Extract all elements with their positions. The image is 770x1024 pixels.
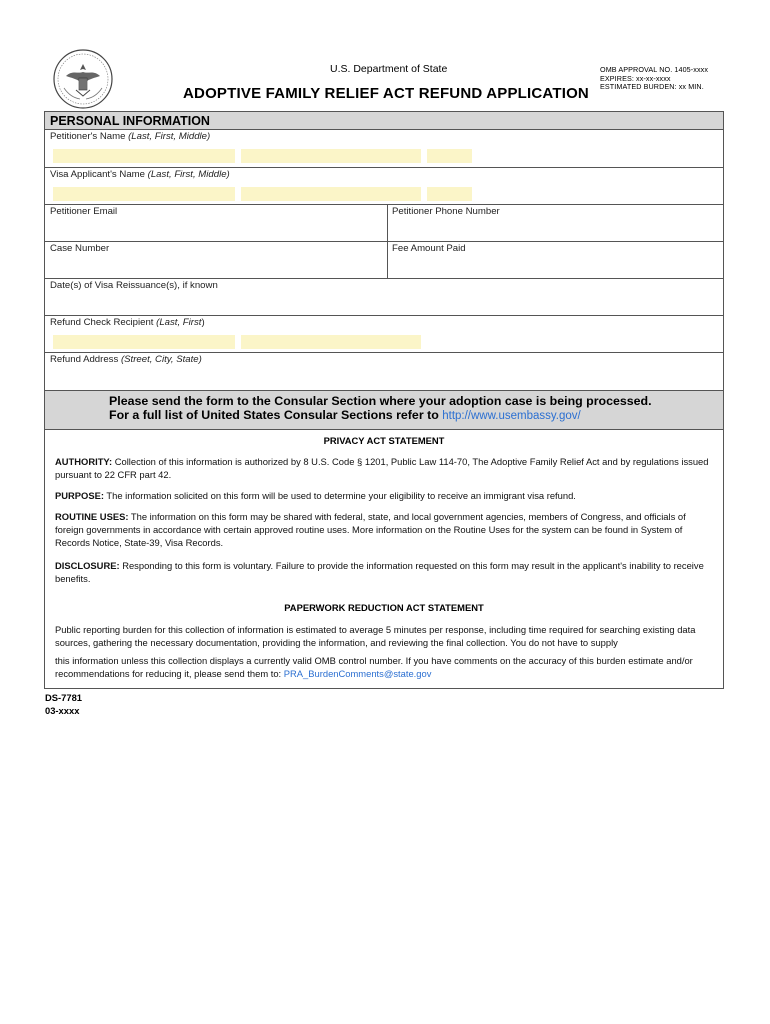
- petitioner-name-row: [45, 130, 723, 168]
- column-divider: [387, 205, 388, 241]
- case-fee-row: [45, 242, 723, 279]
- refund-address-row: [45, 353, 723, 391]
- paperwork-paragraph-1: Public reporting burden for this collection of information is estimated to average 5 minutes per response, including time required for searching existing data sources, gathering the necessary documentation, providing the information, and reviewing the final collection. You do not have to supply: [55, 624, 696, 648]
- petitioner-phone-input[interactable]: [391, 219, 719, 239]
- case-number-input[interactable]: [47, 256, 385, 276]
- paperwork-paragraph-2: this information unless this collection displays a currently valid OMB control number. If you have comments on the accuracy of this burden estimate and/or recommendations for reducing it, please send them to: PRA_BurdenComments@state.gov: [55, 655, 693, 679]
- disclosure-paragraph: DISCLOSURE: Responding to this form is voluntary. Failure to provide the information requested on this form may result in the applicant's inability to receive benefits.: [55, 560, 704, 584]
- paperwork-reduction-heading: PAPERWORK REDUCTION ACT STATEMENT: [284, 602, 484, 613]
- omb-info: [600, 66, 708, 92]
- reissuance-dates-label: Date(s) of Visa Reissuance(s), if known: [50, 280, 218, 291]
- petitioner-last-name-input[interactable]: [53, 149, 235, 163]
- submission-notice: [45, 391, 723, 430]
- application-form: [44, 111, 724, 689]
- omb-burden: ESTIMATED BURDEN: xx MIN.: [600, 82, 704, 92]
- applicant-last-name-input[interactable]: [53, 187, 235, 201]
- fee-amount-input[interactable]: [391, 256, 719, 276]
- case-number-label: Case Number: [50, 243, 110, 254]
- notice-line-1: Please send the form to the Consular Section where your adoption case is being processed.: [109, 394, 652, 408]
- refund-address-input[interactable]: [47, 367, 719, 387]
- refund-address-label: Refund Address (Street, City, State): [50, 354, 202, 365]
- petitioner-middle-name-input[interactable]: [427, 149, 472, 163]
- department-name: U.S. Department of State: [330, 63, 448, 75]
- applicant-first-name-input[interactable]: [241, 187, 421, 201]
- petitioner-email-input[interactable]: [47, 219, 385, 239]
- column-divider: [387, 242, 388, 278]
- petitioner-first-name-input[interactable]: [241, 149, 421, 163]
- purpose-paragraph: PURPOSE: The information solicited on this form will be used to determine your eligibility to receive an immigrant visa refund.: [55, 490, 576, 501]
- applicant-name-label: Visa Applicant's Name (Last, First, Middle): [50, 169, 230, 180]
- privacy-act-heading: PRIVACY ACT STATEMENT: [323, 435, 445, 446]
- petitioner-email-label: Petitioner Email: [50, 206, 118, 217]
- applicant-middle-name-input[interactable]: [427, 187, 472, 201]
- omb-approval-number: OMB APPROVAL NO. 1405-xxxx: [600, 65, 709, 74]
- form-title: ADOPTIVE FAMILY RELIEF ACT REFUND APPLICATION: [183, 85, 589, 102]
- petitioner-name-label: Petitioner's Name (Last, First, Middle): [50, 131, 211, 142]
- reissuance-dates-input[interactable]: [47, 293, 719, 313]
- omb-expires: EXPIRES: xx-xx-xxxx: [600, 73, 671, 83]
- notice-line-2: For a full list of United States Consular Sections refer to http://www.usembassy.gov/: [109, 408, 581, 422]
- reissuance-row: [45, 279, 723, 316]
- department-of-state-seal: [52, 48, 114, 110]
- refund-recipient-last-input[interactable]: [53, 335, 235, 349]
- refund-recipient-first-input[interactable]: [241, 335, 421, 349]
- fee-amount-label: Fee Amount Paid: [392, 243, 466, 254]
- form-version: 03-xxxx: [45, 705, 80, 716]
- usembassy-link[interactable]: http://www.usembassy.gov/: [442, 410, 581, 422]
- applicant-name-row: [45, 168, 723, 205]
- personal-information-heading: PERSONAL INFORMATION: [45, 112, 723, 130]
- form-identifier: [45, 691, 82, 717]
- routine-uses-paragraph: ROUTINE USES: The information on this form may be shared with federal, state, and local government agencies, members of Congress, and officials of foreign governments in accordance with certain approved routine uses. More information on the Routine Uses for the system can be found in System of Records Notice, State-39, Visa Records.: [55, 511, 686, 548]
- form-number: DS-7781: [45, 692, 83, 703]
- pra-email-link[interactable]: PRA_BurdenComments@state.gov: [283, 668, 432, 679]
- refund-recipient-label: Refund Check Recipient (Last, First): [50, 317, 205, 328]
- refund-recipient-row: [45, 316, 723, 353]
- authority-paragraph: AUTHORITY: Collection of this information is authorized by 8 U.S. Code § 1201, Public Law 114-70, The Adoptive Family Relief Act and by regulations issued pursuant to 22 CFR part 42.: [55, 456, 709, 480]
- email-phone-row: [45, 205, 723, 242]
- petitioner-phone-label: Petitioner Phone Number: [392, 206, 500, 217]
